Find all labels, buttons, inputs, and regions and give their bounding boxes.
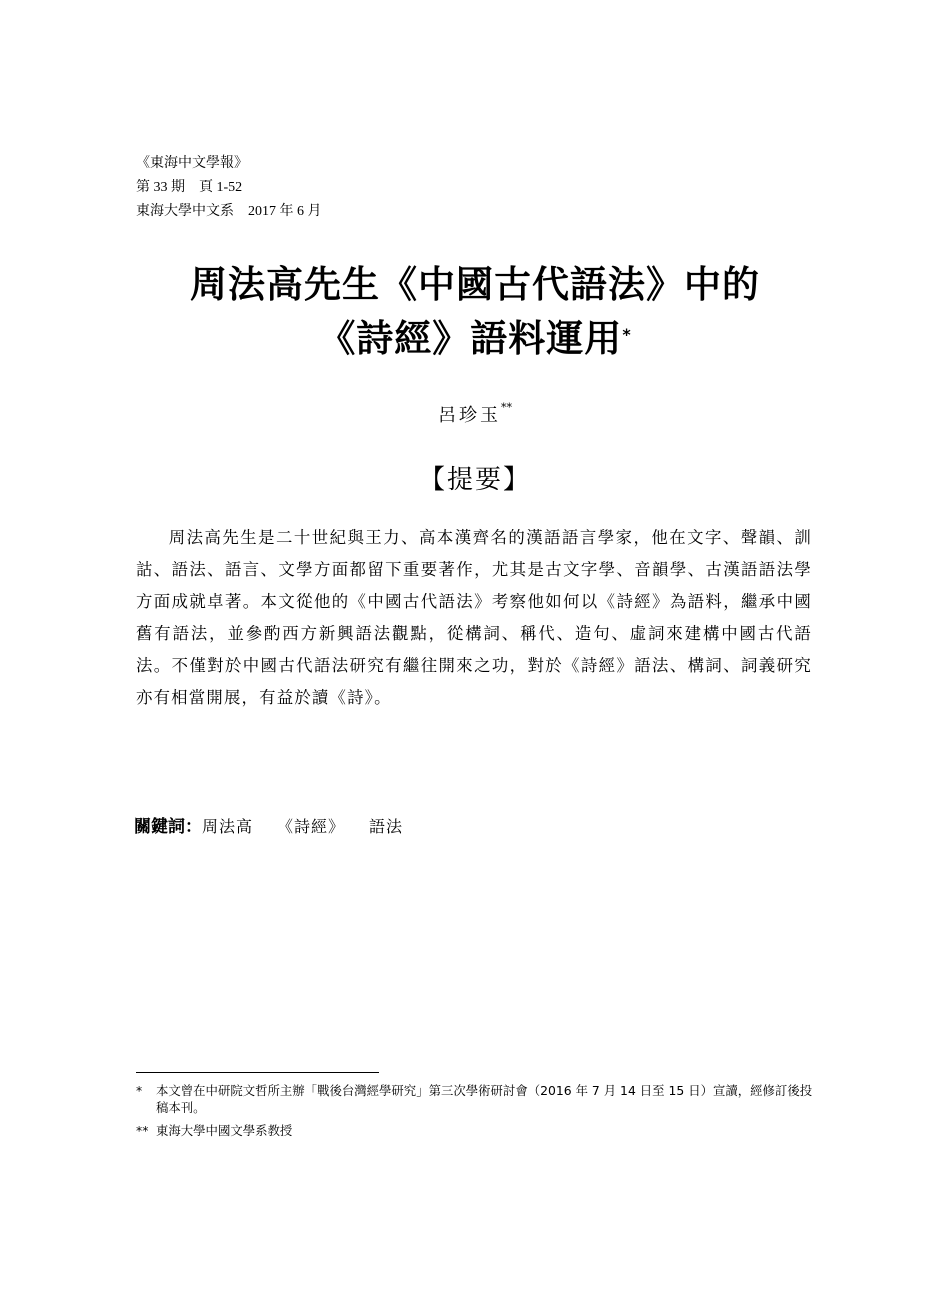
journal-name: 《東海中文學報》 [136,156,248,171]
journal-publisher-date: 東海大學中文系 2017 年 6 月 [136,204,322,219]
paper-title-line-2-text: 《詩經》語料運用 [318,317,623,360]
journal-issue: 第 33 期 頁 1-52 [136,180,243,195]
abstract-body: 周法高先生是二十世紀與王力、高本漢齊名的漢語語言學家，他在文字、聲韻、訓詁、語法、語言、文學方面都留下重要著作，尤其是古文字學、音韻學、古漢語語法學方面成就卓著。本文從他的《中國古代語法》考察他如何以《詩經》為語料，繼承中國舊有語法，並參酌西方新興語法觀點，從構詞、稱代、造句、虛詞來建構中國古代語法。不僅對於中國古代語法研究有繼往開來之功，對於《詩經》語法、構詞、詞義研究亦有相當開展，有益於讀《詩》。 [136,528,812,707]
footnote-divider [136,1072,379,1073]
keywords-label: 關鍵詞： [134,817,202,837]
keyword-item: 周法高 [202,817,254,836]
keyword-item: 語法 [369,817,404,836]
keyword-item: 《詩經》 [277,817,346,836]
footnote-text: 東海大學中國文學系教授 [156,1123,293,1138]
keywords [134,812,427,837]
footnotes [136,1082,816,1145]
paper-title-line-1: 周法高先生《中國古代語法》中的 [190,263,760,306]
footnote-text: 本文曾在中研院文哲所主辦「戰後台灣經學研究」第三次學術研討會（2016 年 7 月 14 日至 15 日）宣讀，經修訂後投稿本刊。 [156,1083,813,1115]
footnote-mark: ** [136,1123,149,1138]
abstract-heading: 【提要】 [418,465,531,495]
paper-title [60,258,890,366]
journal-header [136,152,322,224]
footnote [136,1082,816,1116]
author [0,401,950,427]
footnote [136,1122,816,1139]
author-name: 呂珍玉 [438,405,501,426]
footnote-mark: * [136,1083,143,1098]
title-footnote-mark: * [622,325,632,344]
author-footnote-mark: ** [501,401,512,414]
paper-title-line-2 [60,312,890,366]
